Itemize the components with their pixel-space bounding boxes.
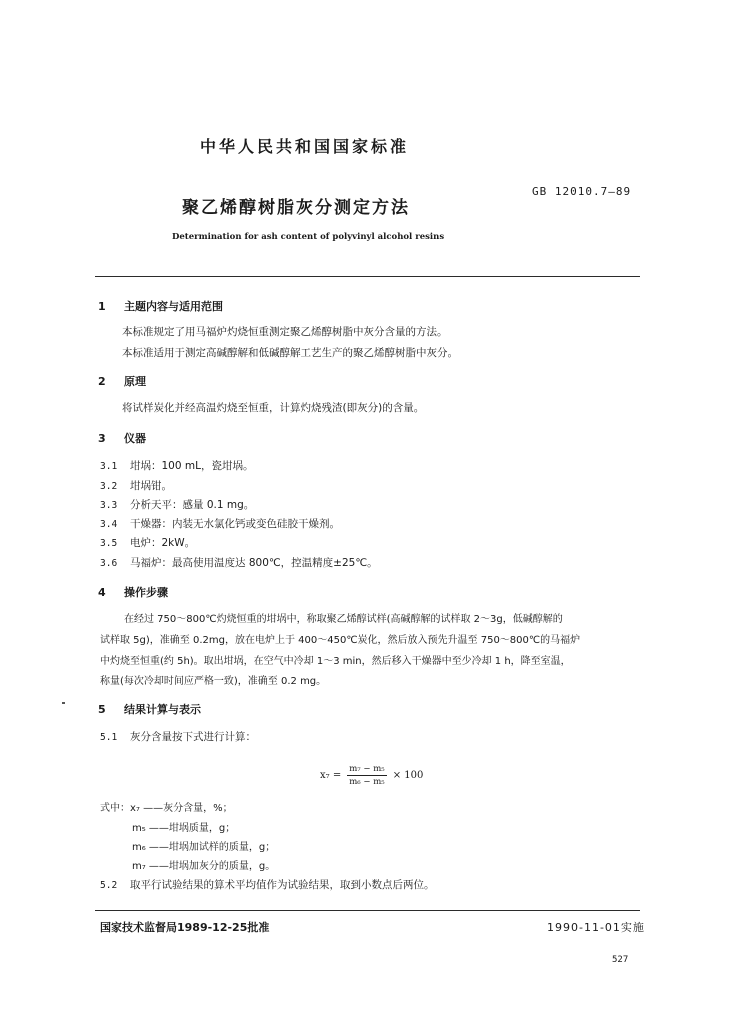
- procedure-line: 中灼烧至恒重(约 5h)。取出坩埚，在空气中冷却 1～3 min，然后移入干燥器中至少冷却 1 h，降至室温，: [100, 656, 571, 667]
- section-1-paragraph-2: 本标准适用于测定高碱醇解和低碱醇解工艺生产的聚乙烯醇树脂中灰分。: [122, 347, 458, 359]
- instrument-item: [100, 478, 172, 493]
- item-text: 干燥器：内装无水氯化钙或变色硅胶干燥剂。: [130, 518, 340, 530]
- formula-variable-definition: m₆ ——坩埚加试样的质量，g；: [132, 842, 276, 853]
- procedure-line: 试样取 5g)，准确至 0.2mg，放在电炉上于 400～450℃炭化，然后放入预先升温至 750～800℃的马福炉: [100, 635, 581, 646]
- item-number: 5.2: [100, 880, 118, 891]
- instrument-item: [100, 555, 378, 570]
- calculation-item-5-1: [100, 729, 256, 744]
- section-4-heading: [98, 584, 168, 600]
- item-number: 3.1: [100, 461, 118, 472]
- section-3-heading: [98, 430, 146, 446]
- header-divider: [95, 276, 640, 277]
- item-number: 3.5: [100, 538, 118, 549]
- formula-numerator: m₇ − m₅: [349, 764, 385, 774]
- section-2-heading: [98, 373, 146, 389]
- standard-number: GB 12010.7—89: [532, 185, 632, 198]
- item-number: 3.3: [100, 500, 118, 511]
- implementation-date: 1990-11-01实施: [547, 921, 645, 934]
- instrument-item: [100, 497, 254, 512]
- section-number: 4: [98, 586, 106, 599]
- approval-date: 国家技术监督局1989-12-25批准: [100, 921, 270, 934]
- instrument-item: [100, 516, 340, 531]
- item-number: 3.6: [100, 558, 118, 569]
- footer-divider: [95, 910, 640, 911]
- section-number: 1: [98, 300, 106, 313]
- item-number: 3.4: [100, 519, 118, 530]
- document-title: 聚乙烯醇树脂灰分测定方法: [182, 198, 410, 218]
- item-text: 灰分含量按下式进行计算：: [130, 731, 256, 743]
- section-1-heading: [98, 298, 223, 314]
- section-title: 主题内容与适用范围: [124, 300, 223, 313]
- section-1-paragraph-1: 本标准规定了用马福炉灼烧恒重测定聚乙烯醇树脂中灰分含量的方法。: [122, 326, 448, 338]
- procedure-line: 在经过 750～800℃灼烧恒重的坩埚中，称取聚乙烯醇试样(高碱醇解的试样取 2～3g，低碱醇解的: [124, 614, 563, 625]
- page-number: 527: [612, 955, 629, 965]
- item-text: 坩埚：100 mL，瓷坩埚。: [130, 460, 254, 472]
- section-2-paragraph: 将试样炭化并经高温灼烧至恒重，计算灼烧残渣(即灰分)的含量。: [122, 402, 425, 414]
- formula-variable-definition: m₅ ——坩埚质量，g；: [132, 823, 236, 834]
- formula-denominator: m₆ − m₅: [349, 777, 385, 787]
- section-number: 3: [98, 432, 106, 445]
- formula-variable-definition: 式中：x₇ ——灰分含量，%；: [100, 803, 233, 814]
- item-text: 分析天平：感量 0.1 mg。: [130, 499, 255, 511]
- formula-lhs: x₇ =: [320, 770, 342, 781]
- section-title: 原理: [124, 375, 146, 388]
- section-number: 2: [98, 375, 106, 388]
- scan-speck: [62, 702, 65, 704]
- item-text: 取平行试验结果的算术平均值作为试验结果，取到小数点后两位。: [130, 879, 435, 891]
- item-text: 坩埚钳。: [130, 480, 172, 492]
- instrument-item: [100, 535, 195, 550]
- calculation-item-5-2: [100, 877, 435, 892]
- item-number: 5.1: [100, 732, 118, 743]
- item-text: 电炉：2kW。: [130, 537, 196, 549]
- section-title: 操作步骤: [124, 586, 168, 599]
- formula-fraction: [347, 764, 386, 787]
- item-number: 3.2: [100, 481, 118, 492]
- ash-content-formula: [320, 764, 423, 787]
- section-title: 结果计算与表示: [124, 703, 201, 716]
- section-number: 5: [98, 703, 106, 716]
- instrument-item: [100, 458, 253, 473]
- procedure-line: 称量(每次冷却时间应严格一致)，准确至 0.2 mg。: [100, 676, 327, 687]
- section-title: 仪器: [124, 432, 146, 445]
- formula-rhs: × 100: [392, 770, 424, 781]
- formula-variable-definition: m₇ ——坩埚加灰分的质量，g。: [132, 861, 276, 872]
- item-text: 马福炉：最高使用温度达 800℃，控温精度±25℃。: [130, 557, 378, 569]
- english-title: Determination for ash content of polyvinyl alcohol resins: [172, 232, 445, 242]
- section-5-heading: [98, 701, 201, 717]
- national-standard-title: 中华人民共和国国家标准: [200, 137, 410, 156]
